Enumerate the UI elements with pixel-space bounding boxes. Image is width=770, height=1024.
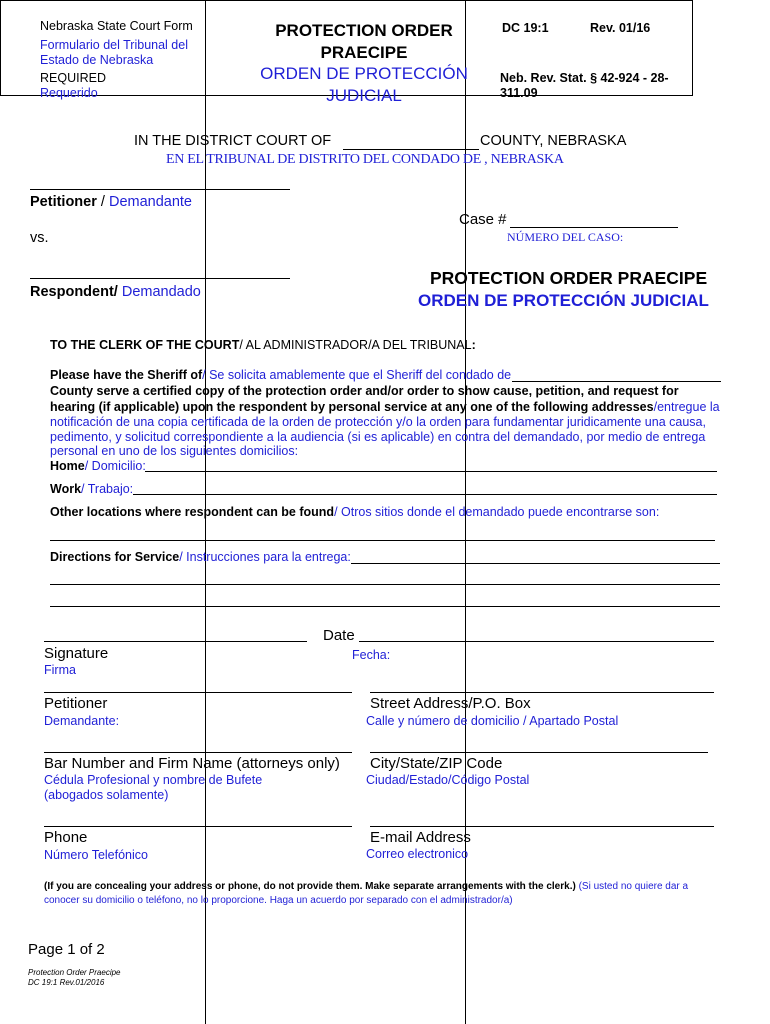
directions-label: Directions for Service/ Instrucciones para la entrega: (50, 550, 351, 564)
home-address-blank[interactable] (145, 471, 717, 472)
date-blank[interactable] (359, 641, 714, 642)
phone-blank[interactable] (44, 826, 352, 827)
email-label: E-mail Address (370, 829, 471, 846)
form-name-es-1: Formulario del Tribunal del (40, 38, 188, 52)
header-title-es-2: JUDICIAL (326, 86, 402, 105)
petitioner-label: Petitioner / Demandante (30, 194, 192, 210)
header-title-1: PROTECTION ORDER (275, 21, 453, 40)
confidentiality-notice: (If you are concealing your address or phone, do not provide them. Make separate arrangements with the clerk.) (Si usted no quiere dar a conocer su domicilio o teléfono, no lo proporcione. Haga un acuerdo por separado con el administrador/a) (44, 881, 689, 906)
work-label: Work/ Trabajo: (50, 482, 134, 496)
phone-label-es: Número Telefónico (44, 848, 148, 862)
street-address-label: Street Address/P.O. Box (370, 695, 531, 712)
signature-label-es: Firma (44, 663, 76, 677)
city-state-zip-label: City/State/ZIP Code (370, 755, 503, 772)
case-number-label-es: NÚMERO DEL CASO: (507, 230, 624, 244)
respondent-label-es: Demandado (121, 284, 201, 300)
sheriff-county-blank[interactable] (512, 381, 721, 382)
signature-blank[interactable] (44, 641, 307, 642)
to-clerk-es: / AL ADMINISTRADOR/A DEL TRIBUNAL (239, 338, 472, 352)
document-title-es: ORDEN DE PROTECCIÓN JUDICIAL (418, 291, 709, 310)
footer-form-rev: DC 19:1 Rev.01/2016 (28, 978, 105, 987)
respondent-label-en: Respondent (30, 284, 114, 300)
sheriff-line-5: pedimento, y solicitud correspondiente a la audiencia (si es aplicable) en contra del demandado, por medio de entrega (50, 430, 706, 444)
form-name: Nebraska State Court Form (40, 19, 193, 33)
city-state-zip-label-es: Ciudad/Estado/Código Postal (366, 773, 530, 787)
court-line-es: EN EL TRIBUNAL DE DISTRITO DEL CONDADO DE , NEBRASKA (166, 152, 564, 167)
petitioner-sign-label: Petitioner (44, 695, 108, 712)
form-name-es-2: Estado de Nebraska (40, 53, 154, 67)
header-title-2: PRAECIPE (320, 43, 408, 62)
email-blank[interactable] (370, 826, 714, 827)
respondent-label: Respondent/ Demandado (30, 284, 201, 300)
bar-number-blank[interactable] (44, 752, 352, 753)
home-label: Home/ Domicilio: (50, 459, 146, 473)
page-number: Page 1 of 2 (28, 941, 105, 958)
date-label-es: Fecha: (352, 648, 391, 662)
statute-2: 311.09 (500, 86, 538, 100)
other-locations-label: Other locations where respondent can be found/ Otros sitios donde el demandado puede encontrarse son: (50, 505, 660, 519)
statute-1: Neb. Rev. Stat. § 42-924 - 28- (500, 71, 669, 85)
header-title-es-1: ORDEN DE PROTECCIÓN (260, 64, 468, 83)
case-number-label: Case # (459, 211, 507, 228)
directions-blank-1[interactable] (351, 563, 720, 564)
court-line-suffix: COUNTY, NEBRASKA (480, 133, 627, 149)
bar-number-label-es-2: (abogados solamente) (44, 788, 169, 802)
to-clerk-line: TO THE CLERK OF THE COURT/ AL ADMINISTRADOR/A DEL TRIBUNAL: (50, 338, 476, 352)
required-label: REQUIRED (40, 71, 106, 85)
email-label-es: Correo electronico (366, 847, 469, 861)
other-locations-blank[interactable] (50, 540, 715, 541)
directions-blank-3[interactable] (50, 606, 720, 607)
petitioner-label-es: Demandante (108, 194, 192, 210)
sheriff-line-3: hearing (if applicable) upon the respondent by personal service at any one of the following addresses/entregue la (50, 400, 720, 414)
sheriff-line-1: Please have the Sheriff of/ Se solicita amablemente que el Sheriff del condado de (50, 368, 512, 382)
phone-label: Phone (44, 829, 88, 846)
form-number: DC 19:1 (502, 21, 549, 35)
date-label: Date (323, 627, 355, 644)
bar-number-label-es-1: Cédula Profesional y nombre de Bufete (44, 773, 263, 787)
city-state-zip-blank[interactable] (370, 752, 708, 753)
sheriff-line-6: personal en uno de los siguientes domicilios: (50, 444, 299, 458)
court-line-prefix: IN THE DISTRICT COURT OF (134, 133, 332, 149)
petitioner-label-en: Petitioner (30, 194, 97, 210)
sheriff-line-4: notificación de una copia certificada de la orden de protección y/o la orden para fundamentar juridicamente una causa, (50, 415, 706, 429)
county-blank[interactable] (343, 149, 479, 150)
bar-number-label: Bar Number and Firm Name (attorneys only) (44, 755, 340, 772)
form-revision: Rev. 01/16 (590, 21, 651, 35)
petitioner-sign-label-es: Demandante: (44, 714, 120, 728)
petitioner-sign-blank[interactable] (44, 692, 352, 693)
street-address-blank[interactable] (370, 692, 714, 693)
to-clerk-en: TO THE CLERK OF THE COURT (50, 338, 240, 352)
street-address-label-es: Calle y número de domicilio / Apartado Postal (366, 714, 619, 728)
versus-label: vs. (30, 230, 49, 246)
required-label-es: Requerido (40, 86, 98, 100)
footer-form-title: Protection Order Praecipe (28, 968, 121, 977)
directions-blank-2[interactable] (50, 584, 720, 585)
petitioner-blank[interactable] (30, 189, 290, 190)
case-number-blank[interactable] (510, 227, 678, 228)
sheriff-line-2: County serve a certified copy of the protection order and/or order to show cause, petition, and request for (50, 384, 679, 398)
work-address-blank[interactable] (133, 494, 717, 495)
document-title: PROTECTION ORDER PRAECIPE (430, 268, 708, 288)
respondent-blank[interactable] (30, 278, 290, 279)
signature-label: Signature (44, 645, 109, 662)
